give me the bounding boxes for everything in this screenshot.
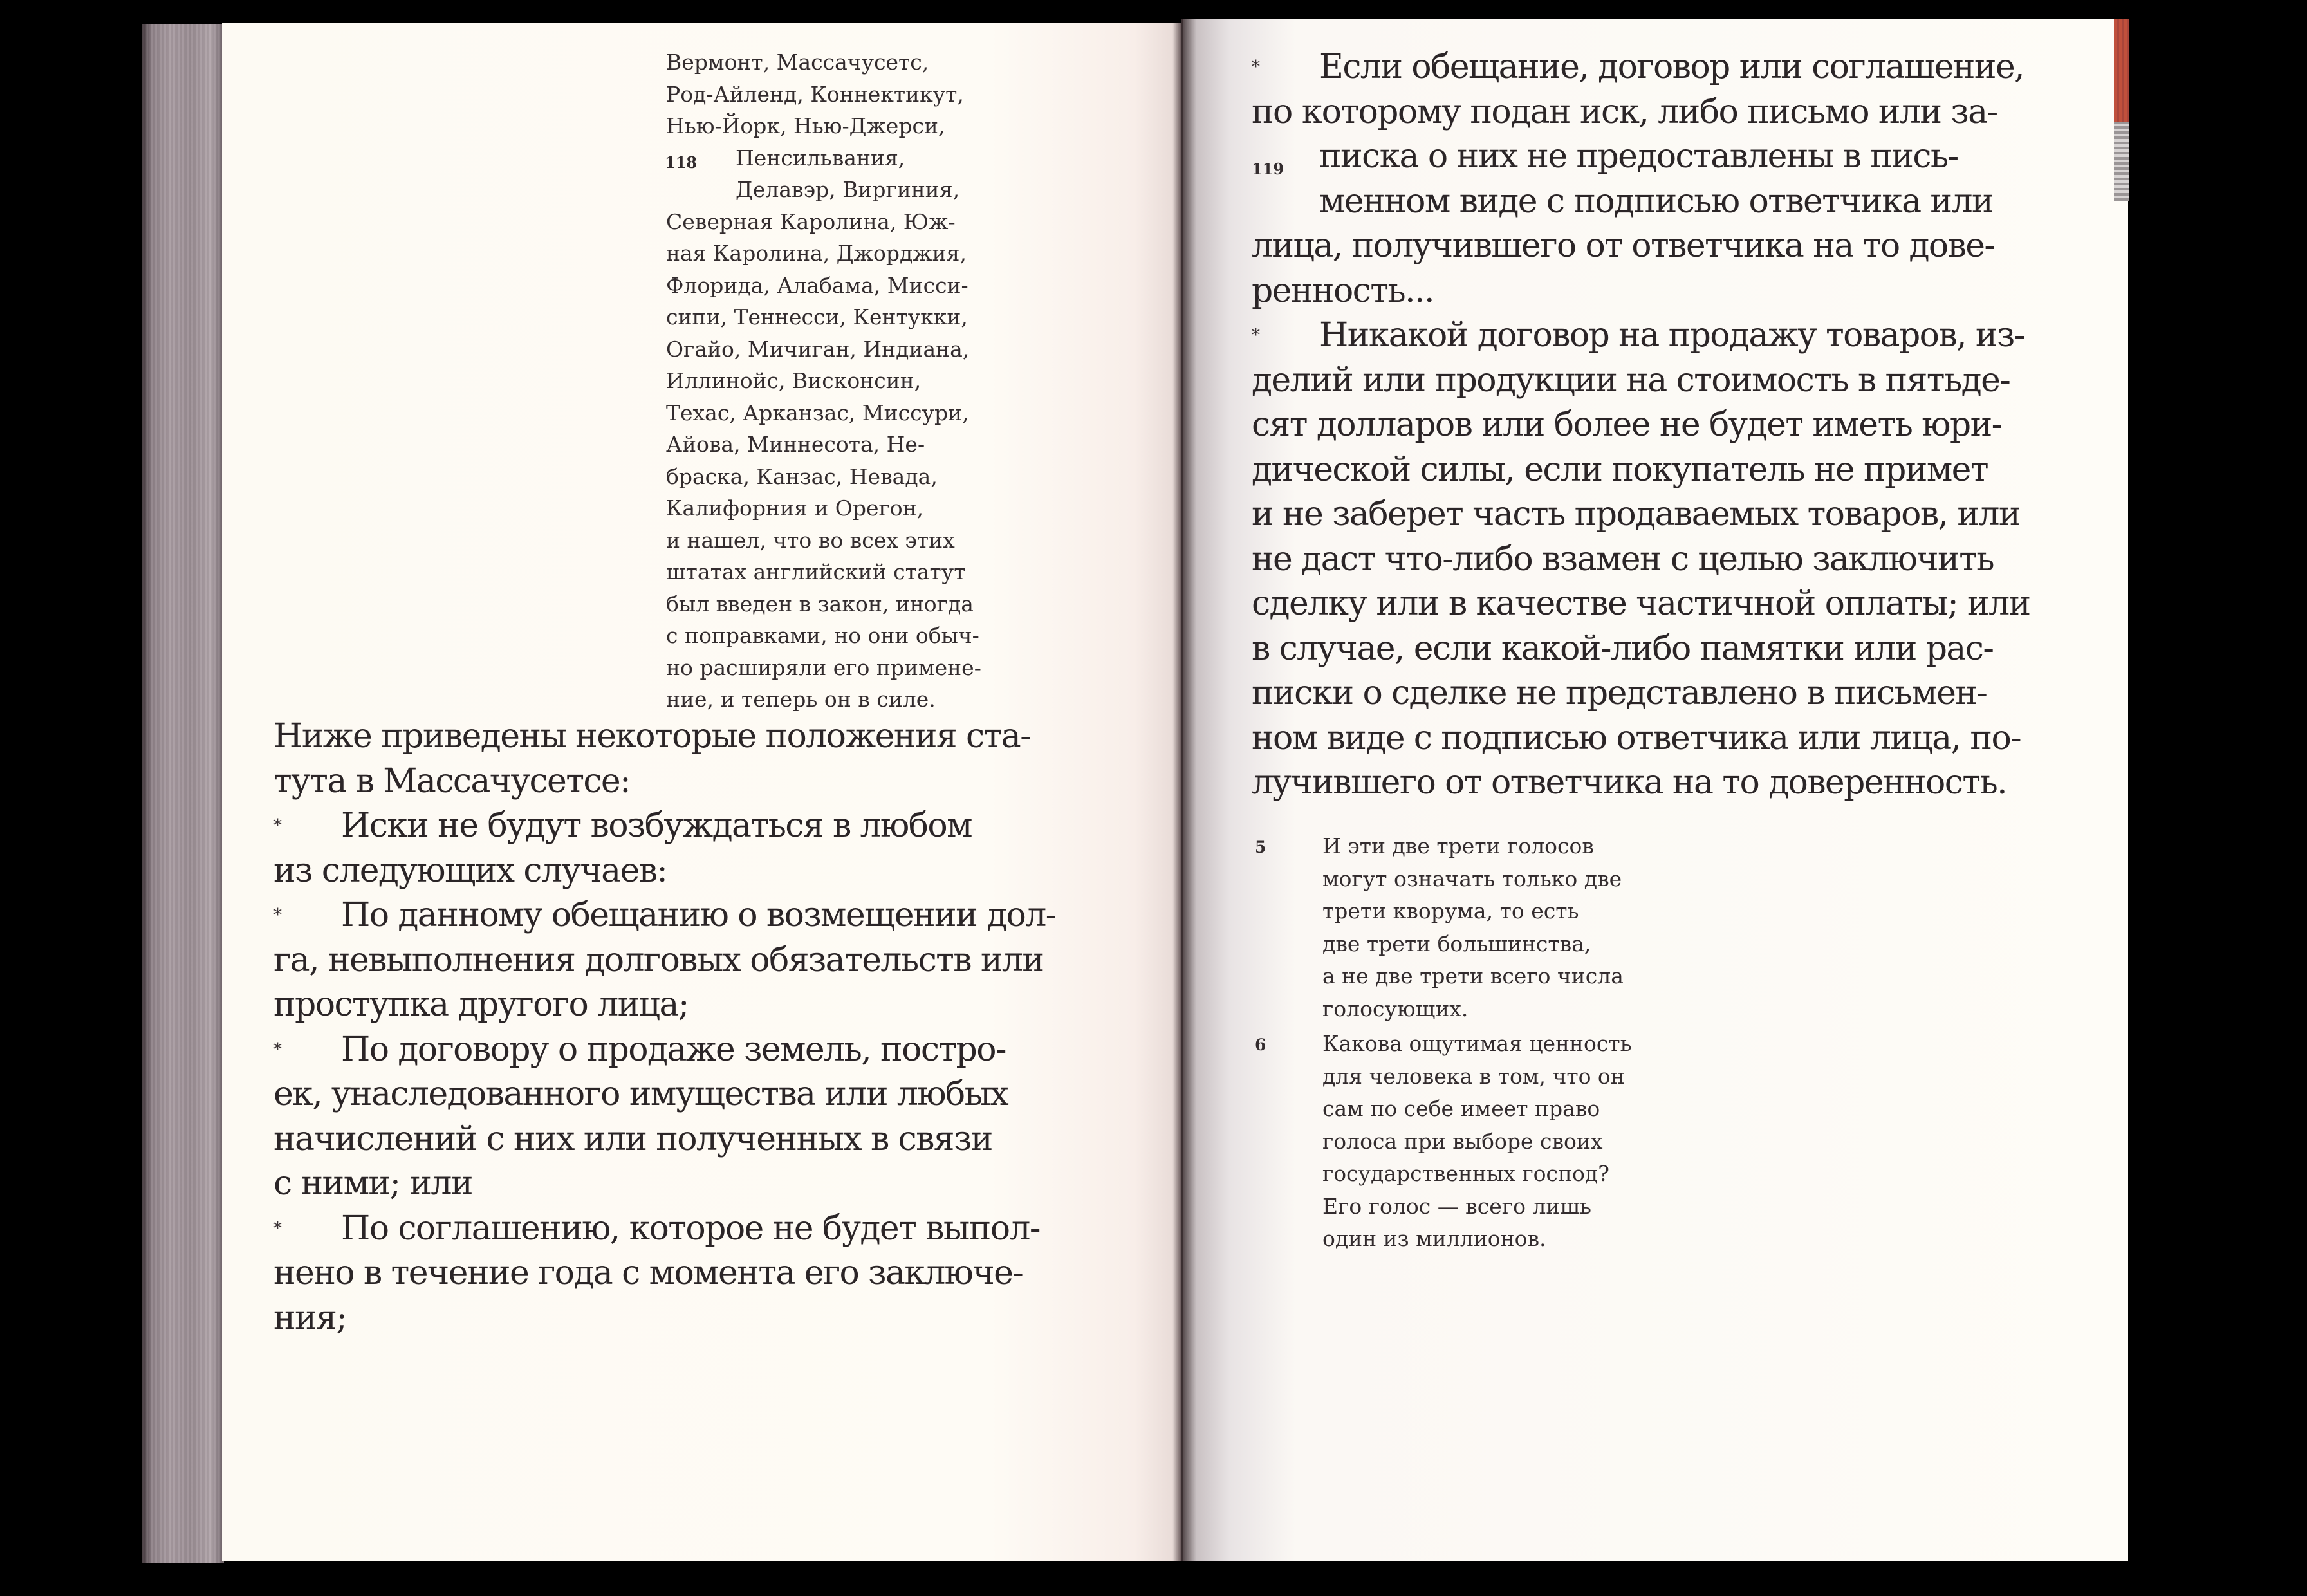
text-line <box>1252 358 2030 404</box>
asterisk-bullet-icon: * <box>273 1039 281 1059</box>
sidenote-line: и нашел, что во всех этих <box>666 527 955 553</box>
text-line-content: начислений с них или полученных в связи <box>273 1119 992 1158</box>
text-line <box>273 938 1056 983</box>
text-line <box>1252 224 2030 269</box>
text-line-content: Ниже приведены некоторые положения ста- <box>273 717 1031 756</box>
sidenote-line: но расширяли его примене- <box>666 654 981 680</box>
footnote-line: Какова ощутимая ценность <box>1322 1031 1632 1056</box>
text-line-content: писки о сделке не представлено в письмен- <box>1252 674 1987 712</box>
text-line-content: в случае, если какой-либо памятки или рас- <box>1252 629 1994 668</box>
footnote-line: трети кворума, то есть <box>1322 898 1579 923</box>
text-line <box>273 1072 1056 1117</box>
asterisk-bullet-icon: * <box>1252 57 1259 77</box>
text-line-content: дической силы, если покупатель не примет <box>1252 450 1988 489</box>
asterisk-bullet-icon: * <box>1252 326 1259 345</box>
sidenote-line: Флорида, Алабама, Мисси- <box>666 272 968 298</box>
text-line <box>273 1117 1056 1162</box>
text-line <box>1252 671 2030 716</box>
text-line-content: делий или продукции на стоимость в пятьде- <box>1252 360 2010 400</box>
book-spine-gutter <box>1181 19 1183 1561</box>
sidenote-line: сипи, Теннесси, Кентукки, <box>666 304 968 329</box>
text-line-content: га, невыполнения долговых обязательств или <box>273 940 1044 979</box>
text-line <box>273 804 1056 849</box>
text-line <box>1252 448 2030 493</box>
footnote-line: И эти две трети голосов <box>1322 833 1594 858</box>
text-line-content: сят долларов или более не будет иметь юри- <box>1252 405 2002 444</box>
text-line-content: ек, унаследованного имущества или любых <box>273 1075 1008 1113</box>
text-line <box>1252 761 2030 806</box>
sidenote-line: браска, Канзас, Невада, <box>666 463 938 489</box>
asterisk-bullet-icon: * <box>273 905 281 925</box>
sidenote-line: штатах английский статут <box>666 559 966 584</box>
text-line <box>273 759 1056 804</box>
text-line-content: сделку или в качестве частичной оплаты; или <box>1252 584 2030 623</box>
page-edge-stack <box>142 24 224 1563</box>
text-line <box>273 983 1056 1028</box>
text-line-content: менном виде с подписью ответчика или <box>1319 181 1993 221</box>
text-line-content: тута в Массачусетсе: <box>273 761 631 801</box>
sidenote-line: Огайо, Мичиган, Индиана, <box>666 336 970 362</box>
text-line <box>273 714 1056 759</box>
text-line-content: нено в течение года с момента его заключе- <box>273 1254 1023 1292</box>
sidenote-line: Айова, Миннесота, Не- <box>666 432 925 457</box>
footnote-line: для человека в том, что он <box>1322 1063 1625 1089</box>
footnote-line: Его голос — всего лишь <box>1322 1193 1592 1219</box>
text-line <box>1252 269 2030 314</box>
text-line-content: ном виде с подписью ответчика или лица, по- <box>1252 718 2021 757</box>
text-line <box>273 849 1056 894</box>
asterisk-bullet-icon: * <box>273 1218 281 1238</box>
footnote-6 <box>1322 1028 1632 1256</box>
text-line <box>1252 90 2030 135</box>
text-line-content: и не заберет часть продаваемых товаров, или <box>1252 495 2020 534</box>
footnote-number: 5 <box>1255 838 1266 857</box>
text-line <box>1252 627 2030 672</box>
footnote-line: голоса при выборе своих <box>1322 1128 1603 1154</box>
sidenote-line: Пенсильвания, <box>736 145 905 171</box>
text-line-content: лучившего от ответчика на то доверенность. <box>1252 763 2007 802</box>
right-main-text <box>1252 45 2030 806</box>
asterisk-bullet-icon: * <box>273 816 281 835</box>
footnote-line: государственных господ? <box>1322 1161 1609 1186</box>
sidenote-line: был введен в закон, иногда <box>666 591 974 617</box>
text-line <box>273 1296 1056 1341</box>
footnote-5 <box>1322 830 1624 1025</box>
text-line-content: по которому подан иск, либо письмо или за- <box>1252 92 1997 131</box>
sidenote-line: Калифорния и Орегон, <box>666 496 924 521</box>
text-line-content: ния; <box>273 1298 347 1337</box>
page-number-118: 118 <box>665 153 698 172</box>
text-line-content: не даст что-либо взамен с целью заключить <box>1252 539 1994 579</box>
sidenote-line: Северная Каролина, Юж- <box>666 209 956 234</box>
left-main-text <box>273 714 1056 1341</box>
text-line-content: проступка другого лица; <box>273 985 689 1024</box>
text-line <box>273 1162 1056 1207</box>
footnote-line: голосующих. <box>1322 996 1469 1021</box>
sidenote-line: Техас, Арканзас, Миссури, <box>666 400 969 425</box>
text-line-content: Иски не будут возбуждаться в любом <box>341 806 972 845</box>
text-line <box>1252 403 2030 448</box>
footnote-line: один из миллионов. <box>1322 1226 1546 1251</box>
text-line <box>1252 313 2030 358</box>
text-line-content: из следующих случаев: <box>273 851 667 890</box>
text-line-content: Если обещание, договор или соглашение, <box>1319 48 2024 86</box>
sidenote-line: Иллинойс, Висконсин, <box>666 368 922 393</box>
sidenote-line: Род-Айленд, Коннектикут, <box>666 81 964 107</box>
sidenote-line: ние, и теперь он в силе. <box>666 687 936 712</box>
left-sidenote <box>666 46 981 716</box>
footnote-number: 6 <box>1255 1035 1266 1054</box>
text-line <box>1252 492 2030 537</box>
text-line-content: По договору о продаже земель, постро- <box>341 1030 1006 1069</box>
text-line <box>1252 135 2030 180</box>
sidenote-line: ная Каролина, Джорджия, <box>666 241 967 266</box>
text-line <box>273 1251 1056 1296</box>
text-line <box>273 1028 1056 1073</box>
sidenote-line: Нью-Йорк, Нью-Джерси, <box>666 113 945 138</box>
footnote-line: а не две трети всего числа <box>1322 963 1624 988</box>
text-line <box>273 893 1056 938</box>
text-line-content: ренность... <box>1252 271 1434 310</box>
red-edge-tab <box>2114 19 2129 122</box>
text-line <box>1252 716 2030 761</box>
text-line-content: По соглашению, которое не будет выпол- <box>341 1209 1040 1248</box>
footnote-line: две трети большинства, <box>1322 931 1591 956</box>
text-line-content: По данному обещанию о возмещении дол- <box>341 896 1056 934</box>
footnote-line: могут означать только две <box>1322 866 1622 891</box>
text-line <box>1252 45 2030 90</box>
text-line <box>1252 537 2030 582</box>
text-line-content: Никакой договор на продажу товаров, из- <box>1319 316 2024 355</box>
text-line-content: писка о них не предоставлены в пись- <box>1319 137 1958 176</box>
grey-edge-tab <box>2114 122 2129 201</box>
text-line <box>1252 180 2030 225</box>
text-line <box>273 1207 1056 1252</box>
sidenote-line: с поправками, но они обыч- <box>666 623 979 648</box>
text-line-content: лица, получившего от ответчика на то дове- <box>1252 227 1995 265</box>
text-line-content: с ними; или <box>273 1164 472 1203</box>
footnote-line: сам по себе имеет право <box>1322 1096 1600 1121</box>
sidenote-line: Делавэр, Виргиния, <box>736 177 960 202</box>
text-line <box>1252 582 2030 627</box>
page-number-119: 119 <box>1252 160 1284 178</box>
sidenote-line: Вермонт, Массачусетс, <box>666 50 929 75</box>
